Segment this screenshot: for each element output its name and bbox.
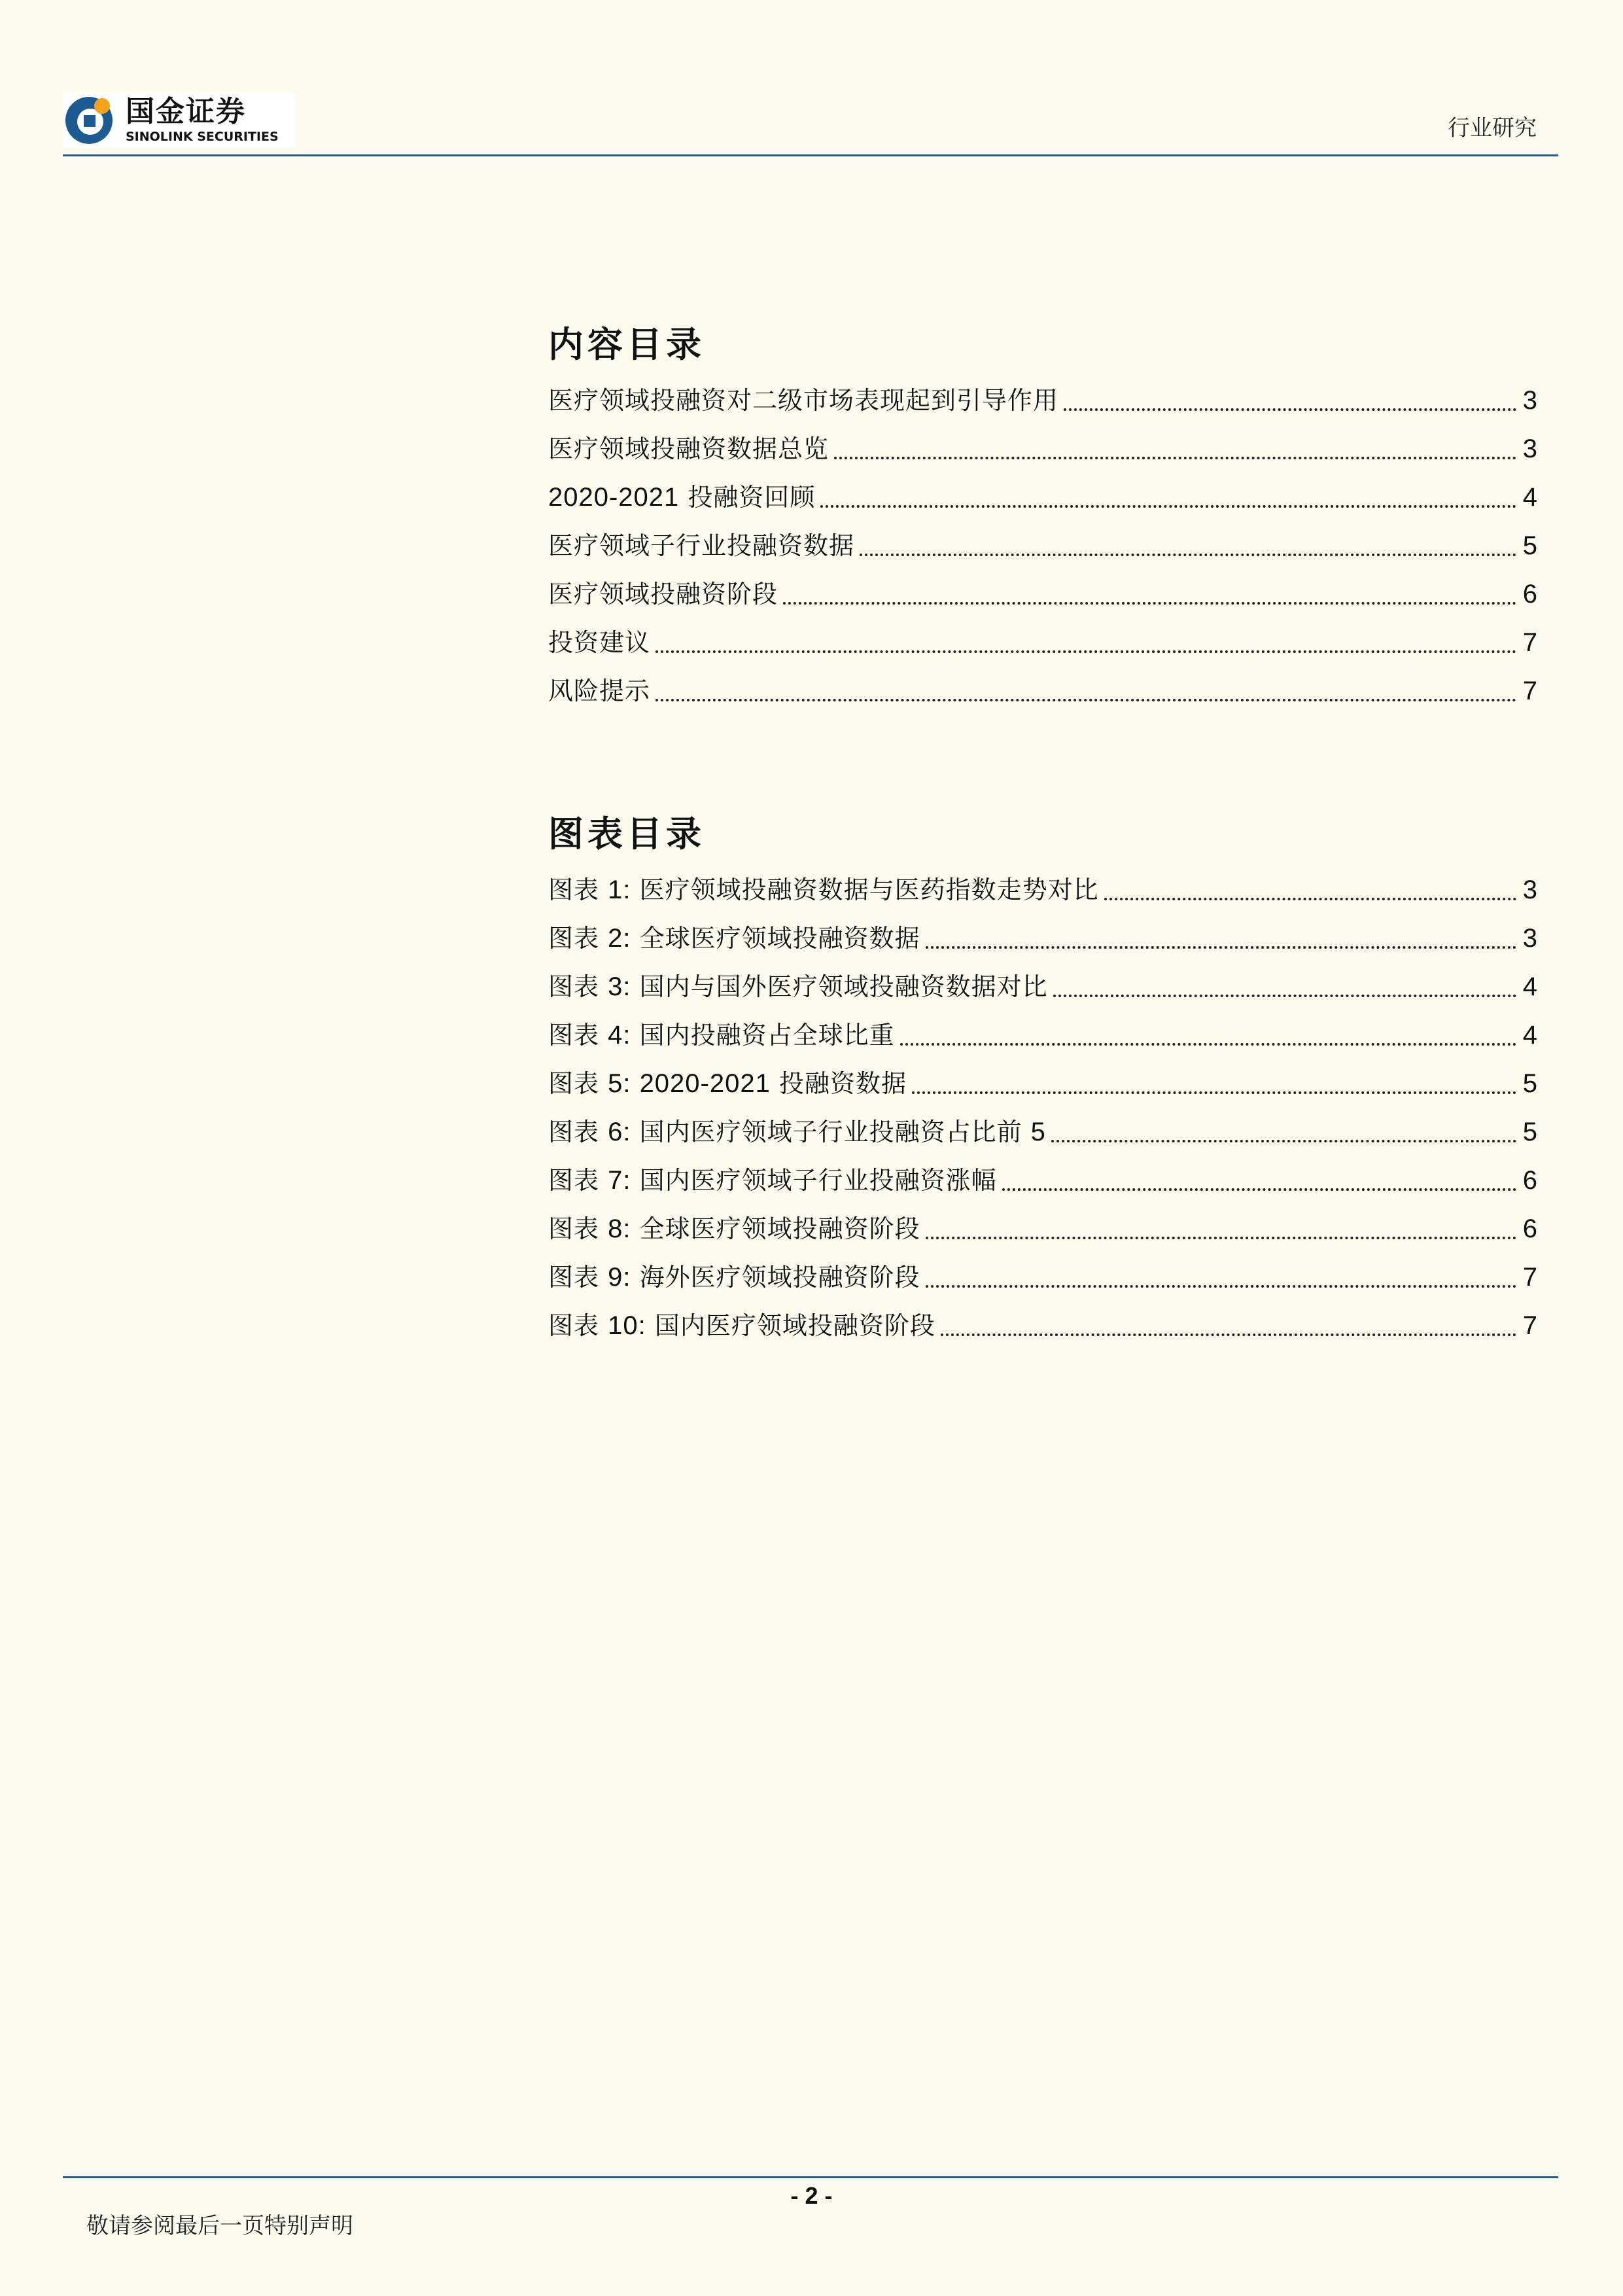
figure-entry-page: 4 xyxy=(1522,972,1537,1001)
page-number: - 2 - xyxy=(790,2182,833,2209)
dot-leader xyxy=(926,1285,1516,1288)
toc-content-title: 内容目录 xyxy=(548,323,705,365)
figure-prefix: 图表 xyxy=(548,875,600,904)
toc-figures-section xyxy=(548,807,1537,1351)
figure-title: 国内医疗领域子行业投融资占比前 xyxy=(639,1118,1031,1146)
figure-entry-page: 6 xyxy=(1522,1166,1537,1195)
toc-entry-label: 风险提示 xyxy=(548,677,651,705)
logo-name-en: SINOLINK SECURITIES xyxy=(126,130,279,144)
toc-entry-year-range: 2020-2021 xyxy=(548,483,680,512)
figure-title: 医疗领域投融资数据与医药指数走势对比 xyxy=(639,875,1099,904)
logo-name-cn: 国金证券 xyxy=(126,95,246,128)
figure-prefix: 图表 xyxy=(548,1069,600,1098)
dot-leader xyxy=(655,650,1516,653)
toc-figures-title: 图表目录 xyxy=(548,813,705,855)
toc-entry-page: 5 xyxy=(1522,531,1537,560)
figure-number: 9: xyxy=(608,1263,631,1292)
dot-leader xyxy=(1051,1140,1516,1142)
figure-title: 国内投融资占全球比重 xyxy=(639,1021,895,1050)
figure-entry-label xyxy=(548,1262,920,1293)
toc-entry[interactable] xyxy=(548,474,1537,522)
figure-prefix: 图表 xyxy=(548,924,600,953)
figure-entry[interactable] xyxy=(548,1108,1537,1157)
figure-title: 国内医疗领域投融资阶段 xyxy=(654,1311,935,1340)
toc-content-section xyxy=(548,318,1537,716)
figure-number: 10: xyxy=(608,1311,646,1340)
toc-entry-page: 3 xyxy=(1522,434,1537,463)
dot-leader xyxy=(912,1091,1516,1094)
figure-number: 7: xyxy=(608,1166,631,1195)
figure-entry[interactable] xyxy=(548,915,1537,963)
figure-entry-label xyxy=(548,1213,920,1245)
toc-entry-label xyxy=(548,482,815,513)
company-logo xyxy=(63,93,296,148)
figure-entry-label xyxy=(548,923,920,954)
figure-entry-page: 5 xyxy=(1522,1118,1537,1146)
figure-number: 2: xyxy=(608,924,631,953)
figure-prefix: 图表 xyxy=(548,1214,600,1243)
dot-leader xyxy=(1104,898,1516,900)
footer-disclaimer: 敬请参阅最后一页特别声明 xyxy=(86,2213,353,2239)
toc-entry[interactable] xyxy=(548,377,1537,425)
figure-title: 海外医疗领域投融资阶段 xyxy=(639,1263,920,1292)
dot-leader xyxy=(783,602,1516,605)
toc-entry-page: 4 xyxy=(1522,483,1537,512)
figure-title: 全球医疗领域投融资阶段 xyxy=(639,1214,920,1243)
figure-entry[interactable] xyxy=(548,1302,1537,1351)
figure-entry-label xyxy=(548,1165,997,1196)
figure-prefix: 图表 xyxy=(548,1021,600,1050)
toc-entry-page: 7 xyxy=(1522,628,1537,657)
figure-entry-label xyxy=(548,1068,907,1099)
toc-entry[interactable] xyxy=(548,425,1537,474)
figure-title-tail: 5 xyxy=(1030,1118,1046,1146)
figure-entry[interactable] xyxy=(548,1060,1537,1108)
figure-number: 1: xyxy=(608,875,631,904)
figure-number: 8: xyxy=(608,1214,631,1243)
figure-number: 4: xyxy=(608,1021,631,1050)
figure-entry[interactable] xyxy=(548,963,1537,1012)
figure-entry-page: 7 xyxy=(1522,1311,1537,1340)
figure-entry-page: 4 xyxy=(1522,1021,1537,1050)
dot-leader xyxy=(834,457,1516,459)
toc-entry-label: 医疗领域投融资阶段 xyxy=(548,580,778,609)
figure-entry-page: 6 xyxy=(1522,1214,1537,1243)
figure-entry-label xyxy=(548,1310,935,1341)
dot-leader xyxy=(655,699,1516,701)
figure-entry[interactable] xyxy=(548,1012,1537,1060)
toc-entry-label: 医疗领域投融资数据总览 xyxy=(548,434,829,463)
figure-prefix: 图表 xyxy=(548,972,600,1001)
figure-prefix: 图表 xyxy=(548,1166,600,1195)
figure-entry-label xyxy=(548,971,1048,1002)
dot-leader xyxy=(900,1043,1516,1046)
figure-year-range: 2020-2021 xyxy=(639,1069,771,1098)
footer-divider xyxy=(63,2176,1558,2178)
dot-leader xyxy=(1053,995,1516,997)
figure-entry-label xyxy=(548,1116,1046,1148)
figure-number: 5: xyxy=(608,1069,631,1098)
dot-leader xyxy=(820,505,1516,508)
toc-entry[interactable] xyxy=(548,522,1537,571)
figure-entry-label xyxy=(548,874,1099,906)
dot-leader xyxy=(926,946,1516,949)
figure-title: 投融资数据 xyxy=(770,1069,907,1098)
toc-entry-label: 投资建议 xyxy=(548,628,651,657)
figure-entry[interactable] xyxy=(548,866,1537,915)
toc-figures-list xyxy=(548,866,1537,1351)
sinolink-logo-icon xyxy=(64,96,114,145)
figure-entry-label xyxy=(548,1019,895,1051)
toc-entry-page: 3 xyxy=(1522,386,1537,415)
report-category: 行业研究 xyxy=(1448,115,1537,141)
figure-entry-page: 7 xyxy=(1522,1263,1537,1292)
dot-leader xyxy=(1002,1188,1516,1191)
figure-prefix: 图表 xyxy=(548,1118,600,1146)
toc-entry-label: 医疗领域子行业投融资数据 xyxy=(548,531,855,560)
figure-title: 全球医疗领域投融资数据 xyxy=(639,924,920,953)
figure-title: 国内与国外医疗领域投融资数据对比 xyxy=(639,972,1048,1001)
dot-leader xyxy=(926,1237,1516,1239)
figure-entry[interactable] xyxy=(548,1205,1537,1254)
toc-content-list xyxy=(548,377,1537,716)
figure-entry[interactable] xyxy=(548,1254,1537,1302)
figure-entry-page: 3 xyxy=(1522,924,1537,953)
dot-leader xyxy=(860,554,1516,556)
header-divider xyxy=(63,154,1558,156)
figure-prefix: 图表 xyxy=(548,1263,600,1292)
toc-entry[interactable] xyxy=(548,619,1537,667)
figure-number: 6: xyxy=(608,1118,631,1146)
toc-entry-page: 7 xyxy=(1522,677,1537,705)
toc-entry-label: 医疗领域投融资对二级市场表现起到引导作用 xyxy=(548,386,1059,415)
toc-entry-label-text: 投融资回顾 xyxy=(679,483,816,512)
dot-leader xyxy=(941,1333,1516,1336)
figure-prefix: 图表 xyxy=(548,1311,600,1340)
figure-title: 国内医疗领域子行业投融资涨幅 xyxy=(639,1166,997,1195)
figure-entry[interactable] xyxy=(548,1157,1537,1205)
figure-number: 3: xyxy=(608,972,631,1001)
figure-entry-page: 5 xyxy=(1522,1069,1537,1098)
figure-entry-page: 3 xyxy=(1522,875,1537,904)
toc-entry[interactable] xyxy=(548,667,1537,716)
toc-entry[interactable] xyxy=(548,571,1537,619)
dot-leader xyxy=(1064,408,1516,411)
toc-entry-page: 6 xyxy=(1522,580,1537,609)
